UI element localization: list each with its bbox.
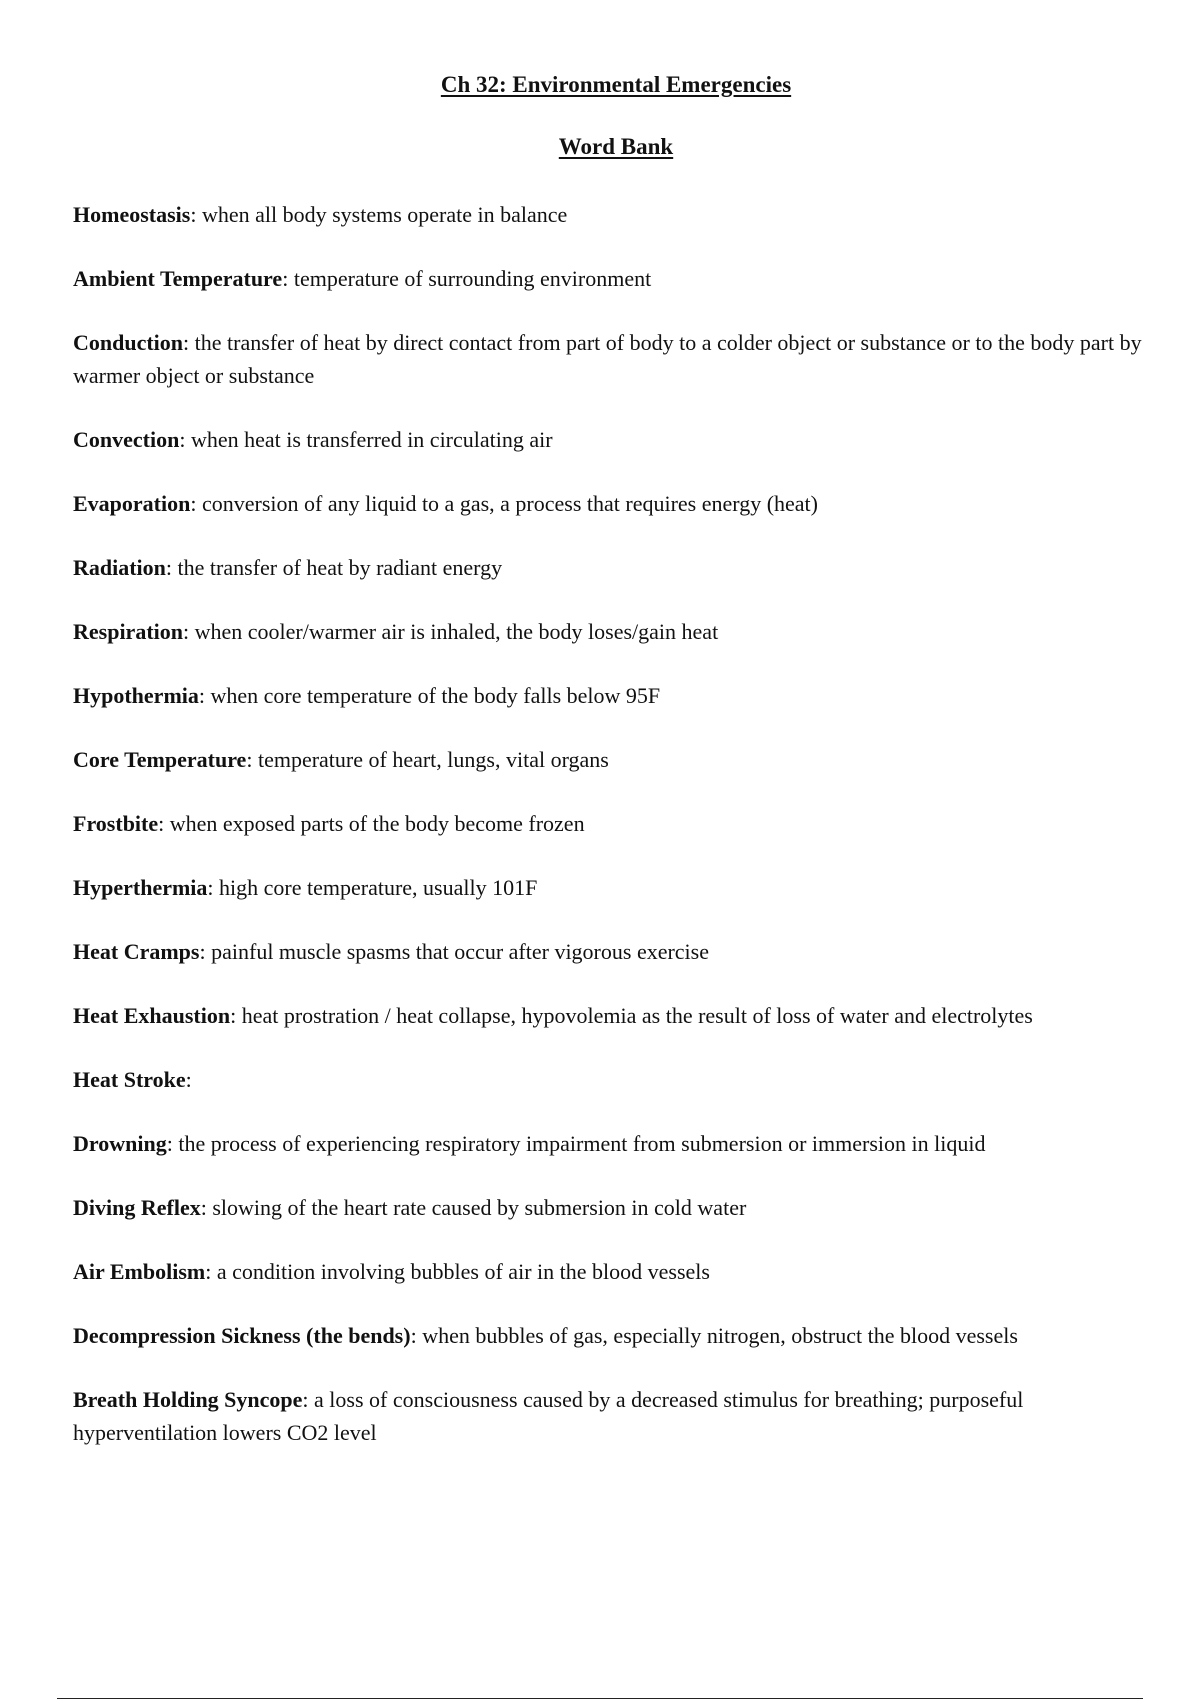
word-bank-entry: Diving Reflex: slowing of the heart rate caused by submersion in cold water xyxy=(73,1195,747,1220)
entry-term: Evaporation xyxy=(73,491,191,516)
word-bank-entry: Hypothermia: when core temperature of the body falls below 95F xyxy=(73,683,661,708)
entry-definition: the transfer of heat by radiant energy xyxy=(177,555,503,580)
word-bank-entry: Drowning: the process of experiencing respiratory impairment from submersion or immersion in liquid xyxy=(73,1131,986,1156)
word-bank-entry: Core Temperature: temperature of heart, lungs, vital organs xyxy=(73,747,609,772)
entry-definition: when bubbles of gas, especially nitrogen, obstruct the blood vessels xyxy=(422,1323,1018,1348)
entry-term: Hypothermia xyxy=(73,683,199,708)
entry-term: Drowning xyxy=(73,1131,167,1156)
entry-definition: a condition involving bubbles of air in the blood vessels xyxy=(216,1259,710,1284)
word-bank-entry: Convection: when heat is transferred in circulating air xyxy=(73,427,553,452)
entry-term: Frostbite xyxy=(73,811,159,836)
entry-term: Decompression Sickness (the bends) xyxy=(73,1323,411,1348)
entry-term: Radiation xyxy=(73,555,166,580)
word-bank-entry: Hyperthermia: high core temperature, usually 101F xyxy=(73,875,538,900)
page-subtitle: Word Bank xyxy=(558,134,674,159)
word-bank-entry: Decompression Sickness (the bends): when bubbles of gas, especially nitrogen, obstruct the blood vessels xyxy=(73,1323,1018,1348)
word-bank-entry: Ambient Temperature: temperature of surrounding environment xyxy=(73,266,652,291)
entry-term: Heat Exhaustion xyxy=(73,1003,231,1028)
entry-term: Convection xyxy=(73,427,180,452)
entry-definition: slowing of the heart rate caused by submersion in cold water xyxy=(212,1195,747,1220)
word-bank-entry: Homeostasis: when all body systems operate in balance xyxy=(73,202,568,227)
word-bank-list xyxy=(73,198,1148,1480)
entry-definition: painful muscle spasms that occur after vigorous exercise xyxy=(211,939,709,964)
entry-definition: high core temperature, usually 101F xyxy=(219,875,538,900)
word-bank-entry: Heat Cramps: painful muscle spasms that occur after vigorous exercise xyxy=(73,939,709,964)
page-title: Ch 32: Environmental Emergencies xyxy=(440,72,792,97)
entry-definition: when all body systems operate in balance xyxy=(201,202,568,227)
word-bank-entry: Evaporation: conversion of any liquid to a gas, a process that requires energy (heat) xyxy=(73,491,818,516)
entry-term: Ambient Temperature xyxy=(73,266,283,291)
entry-definition: temperature of surrounding environment xyxy=(293,266,652,291)
entry-term: Hyperthermia xyxy=(73,875,208,900)
entry-definition: when cooler/warmer air is inhaled, the body loses/gain heat xyxy=(194,619,719,644)
entry-term: Heat Cramps xyxy=(73,939,200,964)
entry-term: Diving Reflex xyxy=(73,1195,201,1220)
entry-term: Air Embolism xyxy=(73,1259,206,1284)
entry-definition: when heat is transferred in circulating air xyxy=(190,427,553,452)
entry-definition: when exposed parts of the body become frozen xyxy=(169,811,585,836)
entry-term: Conduction xyxy=(73,330,184,355)
entry-term: Homeostasis xyxy=(73,202,191,227)
entry-definition: the transfer of heat by direct contact from part of body to a colder object or substance or to the body part by warmer object or substance xyxy=(73,330,1142,388)
word-bank-entry: Breath Holding Syncope: a loss of consciousness caused by a decreased stimulus for breathing; purposeful hyperventilation lowers CO2 level xyxy=(73,1387,1024,1445)
entry-definition: when core temperature of the body falls below 95F xyxy=(210,683,661,708)
word-bank-entry: Air Embolism: a condition involving bubbles of air in the blood vessels xyxy=(73,1259,710,1284)
entry-definition: a loss of consciousness caused by a decreased stimulus for breathing; purposeful hyperventilation lowers CO2 level xyxy=(73,1387,1024,1445)
word-bank-entry: Heat Exhaustion: heat prostration / heat collapse, hypovolemia as the result of loss of water and electrolytes xyxy=(73,1003,1033,1028)
entry-definition: the process of experiencing respiratory impairment from submersion or immersion in liquid xyxy=(178,1131,986,1156)
word-bank-entry: Radiation: the transfer of heat by radiant energy xyxy=(73,555,503,580)
entry-term: Heat Stroke xyxy=(73,1067,186,1092)
word-bank-entry: Frostbite: when exposed parts of the body become frozen xyxy=(73,811,585,836)
word-bank-entry: Heat Stroke: xyxy=(73,1067,192,1092)
entry-term: Breath Holding Syncope xyxy=(73,1387,303,1412)
word-bank-entry: Respiration: when cooler/warmer air is inhaled, the body loses/gain heat xyxy=(73,619,719,644)
entry-definition: conversion of any liquid to a gas, a process that requires energy (heat) xyxy=(201,491,818,516)
entry-term: Core Temperature xyxy=(73,747,247,772)
entry-term: Respiration xyxy=(73,619,183,644)
entry-definition: heat prostration / heat collapse, hypovolemia as the result of loss of water and electrolytes xyxy=(241,1003,1033,1028)
word-bank-entry: Conduction: the transfer of heat by direct contact from part of body to a colder object or substance or to the body part by warmer object or substance xyxy=(73,330,1142,388)
footer-divider xyxy=(57,1698,1143,1699)
entry-definition: temperature of heart, lungs, vital organs xyxy=(257,747,609,772)
